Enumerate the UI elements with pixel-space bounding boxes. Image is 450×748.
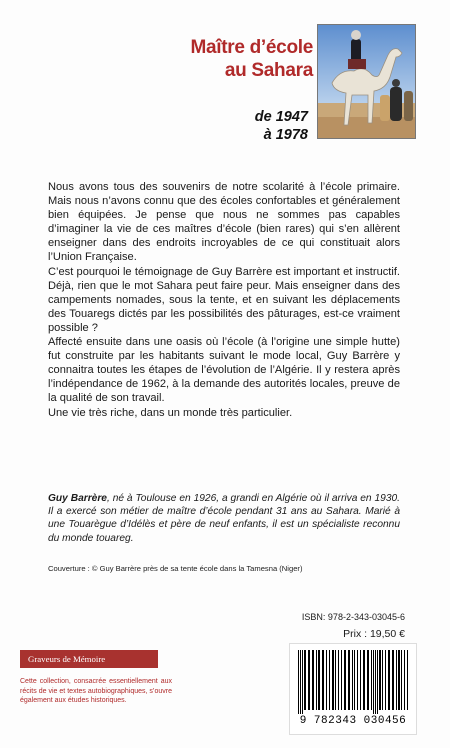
- barcode-bar: [329, 650, 330, 710]
- barcode-bar: [341, 650, 342, 710]
- barcode-bar: [363, 650, 365, 710]
- author-bio-text: , né à Toulouse en 1926, a grandi en Algérie où il arriva en 1930. Il a exercé son métier de maître d’école pendant 31 ans au Sahara. Marié à une Touarègue d’Idélès et père de neuf enfants, il est un spécialiste reconnu du monde touareg.: [48, 493, 400, 544]
- barcode-bar: [396, 650, 397, 710]
- blurb-paragraph-2: C’est pourquoi le témoignage de Guy Barrère est important et instructif. Déjà, rien que le mot Sahara peut faire peur. Mais enseigner dans des campements nomades, sous la tente, et en suivant les déplacements des Touaregs dictés par les possibilités des pâturages, est-ce vraiment possible ?: [48, 265, 400, 334]
- blurb-paragraph-1: Nous avons tous des souvenirs de notre scolarité à l’école primaire. Mais nous n’avons connu que des écoles confortables et généralement bien équipées. Je pense que nous ne sommes pas capables d’imaginer la vie de ces maîtres d’école (bien rares) qui s’en allèrent enseigner dans des endroits incroyables de ce qui constituait alors l’Union Française.: [48, 181, 400, 264]
- isbn: ISBN: 978-2-343-03045-6: [301, 612, 405, 622]
- price: Prix : 19,50 €: [343, 628, 405, 640]
- barcode: [289, 643, 417, 735]
- author-name: Guy Barrère: [48, 493, 107, 504]
- barcode-bar: [302, 650, 303, 714]
- barcode-bar: [344, 650, 346, 710]
- barcode-bar: [322, 650, 324, 710]
- barcode-digits: 9 782343 030456: [299, 715, 407, 727]
- barcode-bar: [367, 650, 369, 710]
- barcode-bar: [404, 650, 405, 710]
- barcode-bar: [401, 650, 402, 710]
- blurb-paragraph-3: Affecté ensuite dans une oasis où l’école (à l’origine une simple hutte) fut construite par les habitants suivant le mode local, Guy Barrère y connaitra toutes les étapes de l’évolution de l’Algérie. Il y restera après l’indépendance de 1962, à la demande des autorités locales, preuve de la qualité de son travail.: [48, 336, 400, 405]
- title-line-1: Maître d’école: [190, 37, 313, 58]
- camel-photo-illustration: [318, 25, 415, 138]
- barcode-bar: [379, 650, 381, 710]
- barcode-bar: [312, 650, 314, 710]
- barcode-bar: [377, 650, 378, 714]
- barcode-bar: [335, 650, 336, 710]
- author-bio: [48, 492, 400, 545]
- collection-description: Cette collection, consacrée essentiellement aux récits de vie et textes autobiographiques, s’ouvre également aux études historiques.: [20, 678, 172, 704]
- barcode-bar: [382, 650, 383, 710]
- barcode-bars: [296, 650, 410, 714]
- barcode-bar: [360, 650, 361, 710]
- barcode-bar: [398, 650, 400, 710]
- barcode-bar: [375, 650, 376, 714]
- barcode-bar: [407, 650, 408, 710]
- book-title: [138, 36, 313, 82]
- dates-line-1: de 1947: [254, 109, 308, 125]
- cover-credit: Couverture : © Guy Barrère près de sa tente école dans la Tamesna (Niger): [48, 564, 303, 573]
- barcode-bar: [354, 650, 355, 710]
- title-line-2: au Sahara: [224, 60, 313, 81]
- dates-line-2: à 1978: [263, 127, 308, 143]
- barcode-bar: [388, 650, 390, 710]
- barcode-bar: [385, 650, 386, 710]
- collection-name-banner: Graveurs de Mémoire: [20, 650, 158, 668]
- barcode-bar: [318, 650, 320, 710]
- barcode-bar: [326, 650, 327, 710]
- barcode-bar: [308, 650, 310, 710]
- barcode-bar: [352, 650, 353, 710]
- barcode-bar: [371, 650, 372, 710]
- barcode-bar: [298, 650, 299, 714]
- barcode-bar: [332, 650, 334, 710]
- camel-rider-photo: [317, 24, 416, 139]
- blurb-paragraph-4: Une vie très riche, dans un monde très particulier.: [48, 406, 293, 419]
- barcode-bar: [300, 650, 301, 714]
- barcode-bar: [392, 650, 394, 710]
- barcode-bar: [304, 650, 306, 710]
- barcode-bar: [373, 650, 374, 714]
- barcode-bar: [316, 650, 317, 710]
- barcode-bar: [357, 650, 358, 710]
- barcode-bar: [338, 650, 339, 710]
- barcode-bar: [348, 650, 350, 710]
- blurb: [48, 180, 400, 420]
- date-range: [200, 108, 308, 144]
